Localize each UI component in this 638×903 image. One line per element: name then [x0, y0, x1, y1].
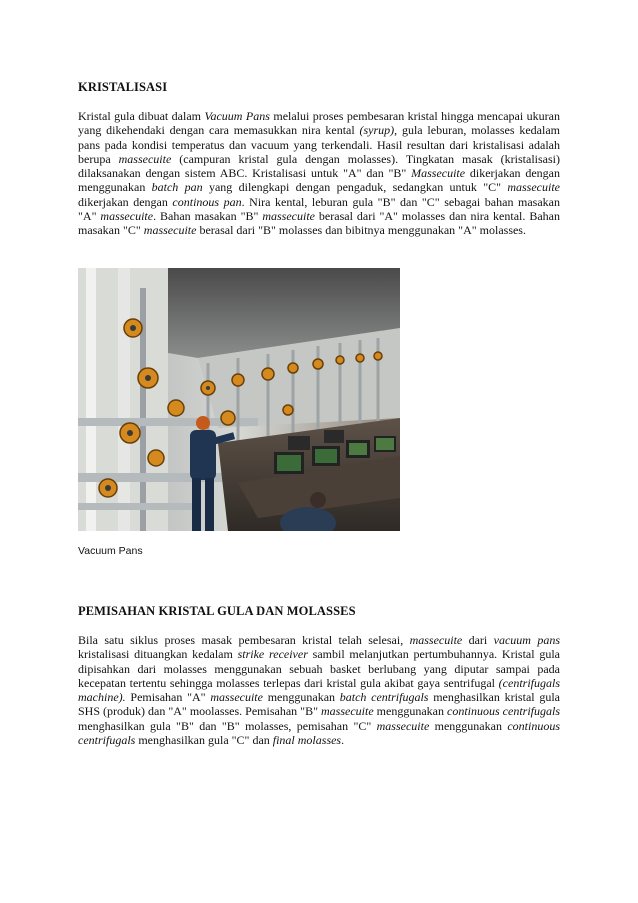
text-run: (campuran kristal gula dengan molasses). Tingkatan masak (kristalisasi) dilaksanakan dengan sistem ABC. Kristalisasi untuk "A" dan "B" [78, 151, 560, 181]
paragraph-pemisahan [78, 633, 560, 747]
text-run: . Bahan masakan "B" [153, 209, 263, 224]
text-run: Pemisahan "A" [125, 690, 211, 705]
text-run: dari [462, 633, 494, 647]
text-run: Kristal gula dibuat dalam [78, 109, 205, 123]
italic-run: massecuite [118, 151, 172, 166]
vacuum-pans-illustration [78, 268, 400, 531]
italic-run: continous pan [172, 194, 242, 209]
italic-run: strike receiver [237, 647, 308, 662]
text-run: berasal dari "A" molasses dan nira kental. Bahan masakan "C" [78, 209, 560, 238]
text-run: menghasilkan kristal gula SHS (produk) dan "A" moolasses. Pemisahan "B" [78, 690, 560, 719]
italic-run: massecuite [409, 633, 463, 647]
text-run: . [341, 733, 345, 748]
text-run: yang dilengkapi dengan pengaduk, sedangkan untuk "C" [202, 180, 508, 195]
text-run: menghasilkan gula "B" dan "B" molasses, pemisahan "C" [78, 718, 377, 733]
section-title-kristalisasi: KRISTALISASI [78, 80, 168, 94]
text-run: dikerjakan dengan menggunakan [78, 166, 560, 195]
text-run: dikerjakan dengan [78, 194, 173, 209]
paragraph-kristalisasi [78, 109, 560, 238]
italic-run: massecuite [507, 180, 560, 195]
italic-run: (centrifugals machine). [78, 675, 560, 705]
text-run: menggunakan [373, 704, 447, 719]
text-run: . Nira kental, leburan gula "B" dan "C" sebagai bahan masakan "A" [78, 194, 560, 224]
italic-run: batch centrifugals [339, 690, 429, 705]
figure-caption: Vacuum Pans [78, 545, 143, 557]
text-run: Bila satu siklus proses masak pembesaran kristal telah selesai, [78, 633, 410, 647]
text-run: melalui proses pembesaran kristal hingga mencapai ukuran yang dikehendaki dengan cara memasukkan nira kental [78, 109, 560, 138]
italic-run: Vacuum Pans [204, 109, 270, 123]
text-run: menggunakan [262, 690, 340, 705]
italic-run: final molasses [272, 733, 342, 748]
text-run: menghasilkan gula "C" dan [135, 733, 273, 748]
italic-run: massecuite [262, 209, 315, 224]
italic-run: massecuite [143, 223, 197, 238]
text-run: menggunakan [429, 718, 508, 733]
italic-run: massecuite [321, 704, 374, 719]
text-run: berasal dari "B" molasses dan bibitnya menggunakan "A" molasses. [196, 223, 526, 238]
italic-run: batch pan [151, 180, 203, 195]
italic-run: Massecuite [411, 166, 466, 181]
italic-run: massecuite [210, 690, 263, 705]
italic-run: (syrup) [359, 123, 395, 138]
italic-run: continuous centrifugals [447, 704, 561, 719]
text-run: , gula leburan, molasses kedalam pans pada kondisi temperatus dan vacuum yang terkendali. Hasil resultan dari kristalisasi adalah berupa [78, 123, 560, 166]
italic-run: vacuum pans [493, 633, 560, 647]
italic-run: continuous centrifugals [78, 718, 560, 748]
text-run: kristalisasi dituangkan kedalam [78, 647, 238, 662]
text-run: sambil melanjutkan pertumbuhannya. Kristal gula dipisahkan dari molasses menggunakan sebuah basket berlubang yang diputar sampai pada kecepatan tertentu sehingga molasses terlepas dari kristal gula akibat gaya sentrifugal [78, 647, 560, 690]
italic-run: massecuite [100, 209, 154, 224]
vacuum-pans-photo [78, 268, 400, 531]
section-title-pemisahan: PEMISAHAN KRISTAL GULA DAN MOLASSES [78, 604, 356, 618]
italic-run: massecuite [376, 718, 430, 733]
